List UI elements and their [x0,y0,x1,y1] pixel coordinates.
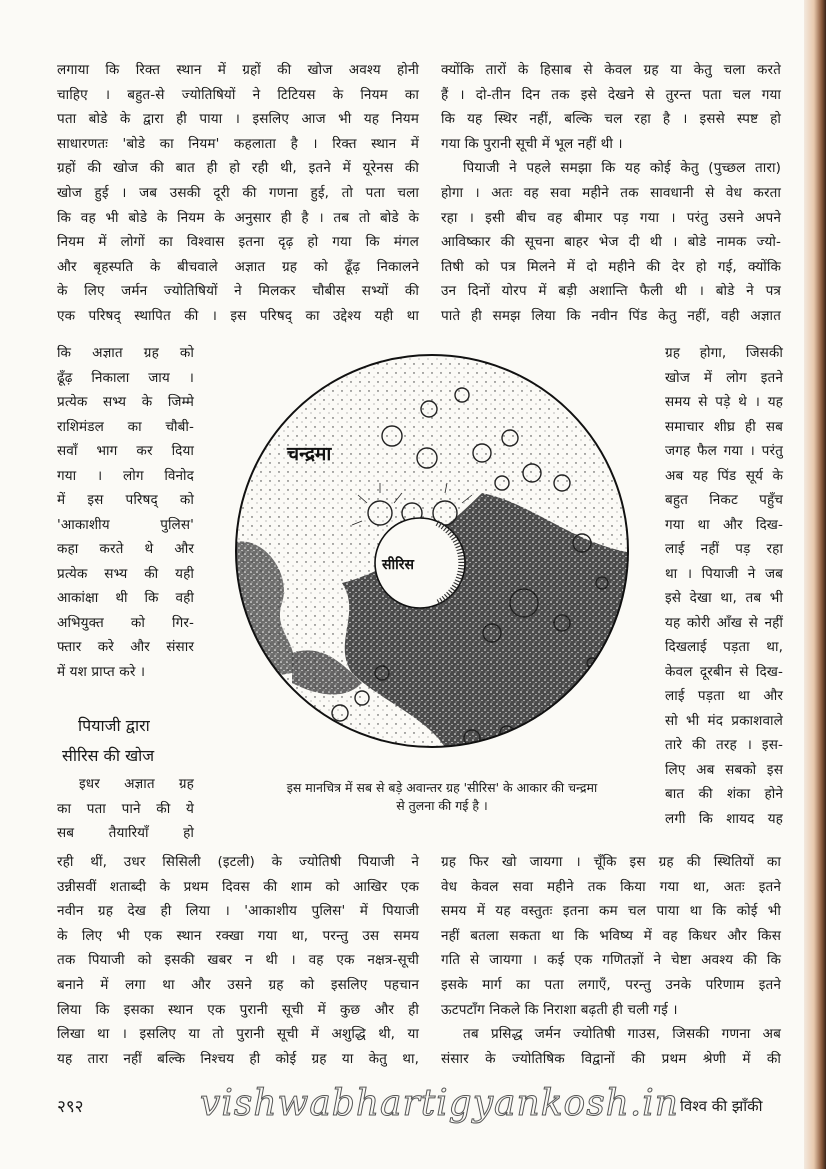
text-line: एक परिषद् स्थापित की । इस परिषद् का उद्देश्य यही था [57,308,419,324]
text-line: आविष्कार की सूचना बाहर भेज दी थी । बोडे नामक ज्यो- [441,234,781,251]
figure-caption-line-1: इस मानचित्र में सब से बड़े अवान्तर ग्रह 'सीरिस' के आकार की चन्द्रमा [286,780,598,795]
text-line: में इस परिषद् को [57,492,194,508]
text-line: इसके मार्ग का पता लगाएँ, परन्तु उनके परिणाम इतने [441,977,781,993]
text-line: कि अज्ञात ग्रह को [57,345,194,361]
text-line: ग्रह होगा, जिसकी [665,345,783,361]
text-line: लिया कि इसका स्थान एक पुरानी सूची में कुछ और ही [57,1001,419,1018]
text-line: फ्तार करे और संसार [57,639,194,655]
text-line: बनाने में लगा था और उसने ग्रह को इसलिए पहचान [57,977,419,993]
text-line: नियम में लोगों का विश्वास इतना दृढ़ हो गया कि मंगल [57,234,419,251]
text-line: कि वह भी बोडे के नियम के अनुसार ही है । तब तो बोडे के [57,209,419,226]
text-line: साधारणतः 'बोडे का नियम' कहलाता है । रिक्त स्थान में [57,135,419,152]
text-line: जगह फैल गया । परंतु [665,443,783,459]
text-line: लिए अब सबको इस [665,761,783,778]
text-line: इधर अज्ञात ग्रह [79,776,194,792]
text-line: में यश प्राप्त करे । [57,663,146,680]
figure-caption-line-2: से तुलना की गई है । [396,798,488,813]
text-line: यह कोरी आँख से नहीं [665,614,783,631]
text-line: प्रत्येक सभ्य के जिम्मे [57,394,194,410]
text-line: कहा करते थे और [57,541,194,557]
text-line: केवल दूरबीन से दिख- [665,663,783,680]
text-line: तारे की तरह । इस- [665,737,783,753]
text-line: सवाँ भाग कर दिया [57,443,194,459]
text-line: लिखा था । इसलिए या तो पुरानी सूची में अशुद्धि थी, या [57,1026,419,1043]
text-line: रहा । इसी बीच वह बीमार पड़ गया । परंतु उसने अपने [441,209,781,226]
text-line: सब तैयारियाँ हो [57,825,194,841]
text-line: समय से पड़े थे । यह [665,394,783,410]
text-line: कि यह स्थिर नहीं, बल्कि चल रहा है । इससे स्पष्ट हो [441,111,781,128]
text-line: खोज हुई । जब उसकी दूरी की गणना हुई, तो पता चला [57,185,419,201]
text-line: लगी कि शायद यह [665,810,783,827]
text-line: ग्रहों की खोज की बात ही हो रही थी, इतने में यूरेनस की [57,160,419,177]
moon-label: चन्द्रमा [287,443,332,465]
watermark: vishwabhartigyankosh.in [200,1083,679,1124]
book-spine-shadow [804,0,826,1169]
moon-ceres-illustration [232,343,632,763]
text-line: खोज में लोग इतने [665,369,783,386]
text-line: अब यह पिंड सूर्य के [665,467,783,484]
text-line: चाहिए । बहुत-से ज्योतिषियों ने टिटियस के नियम का [57,86,419,103]
text-line: यह तारा नहीं बल्कि निश्चय ही कोई ग्रह या केतु था, [57,1050,419,1067]
text-line: इसे देखा था, तब भी [665,590,783,606]
text-line: रही थीं, उधर सिसिली (इटली) के ज्योतिषी पियाजी ने [57,854,419,870]
text-line: गति से जायगा । कई एक गणितज्ञों ने चेष्टा अवश्य की कि [441,952,781,969]
text-line: अभियुक्त को गिर- [57,614,194,631]
text-line: उन दिनों योरप में बड़ी अशान्ति फैली थी । बोडे ने पत्र [441,283,781,300]
text-line: के लिए जर्मन ज्योतिषियों ने मिलकर चौबीस सभ्यों की [57,283,419,300]
text-line: लगाया कि रिक्त स्थान में ग्रहों की खोज अवश्य होनी [57,62,419,78]
text-line: नवीन ग्रह देख ही लिया । 'आकाशीय पुलिस' में पियाजी [57,903,419,920]
text-line: और बृहस्पति के बीचवाले अज्ञात ग्रह को ढूँढ़ निकालने [57,258,419,275]
text-line: पाते ही समझ लिया कि नवीन पिंड केतु नहीं, वही अज्ञात [441,308,781,324]
text-line: उन्नीसवीं शताब्दी के प्रथम दिवस की शाम को आखिर एक [57,878,419,895]
text-line: संसार के ज्योतिषिक विद्वानों की प्रथम श्रेणी में की [441,1050,781,1067]
text-line: दिखलाई पड़ता था, [665,639,783,655]
text-line: ढूँढ़ निकाला जाय । [57,369,194,386]
section-heading-line-1: पियाजी द्वारा [78,716,150,735]
text-line: बहुत निकट पहुँच [665,492,783,508]
ceres-label: सीरिस [382,557,414,573]
text-line: तक पियाजी को इसकी खबर न थी । वह एक नक्षत्र-सूची [57,952,419,969]
text-line: आकांक्षा थी कि वही [57,590,194,606]
text-line: के लिए भी एक स्थान रक्खा गया था, परन्तु उस समय [57,927,419,944]
text-line: क्योंकि तारों के हिसाब से केवल ग्रह या केतु चला करते [441,62,781,78]
text-line: ग्रह फिर खो जायगा । चूँकि इस ग्रह की स्थितियों का [441,854,781,870]
text-line: प्रत्येक सभ्य की यही [57,565,194,582]
section-heading-line-2: सीरिस की खोज [62,746,155,765]
text-line: वेध केवल सवा महीने तक किया गया था, अतः इतने [441,878,781,895]
text-line: समाचार शीघ्र ही सब [665,418,783,435]
text-line: ऊटपटाँग निकले कि निराशा बढ़ती ही चली गई । [441,1001,678,1018]
text-line: था । पियाजी ने जब [665,565,783,582]
text-line: लाई पड़ता था और [665,688,783,704]
page-number: २९२ [57,1097,84,1117]
text-line: पता बोडे के द्वारा ही पाया । इसलिए आज भी यह नियम [57,111,419,128]
text-line: होगा । अतः वह सवा महीने तक सावधानी से वेध करता [441,185,781,201]
text-line: 'आकाशीय पुलिस' [57,516,194,533]
text-line: सो भी मंद प्रकाशवाले [665,712,783,729]
text-line: हैं । दो-तीन दिन तक इसे देखने से तुरन्त पता चल गया [441,86,781,103]
text-line: लाई नहीं पड़ रहा [665,541,783,557]
text-line: का पता पाने की ये [57,800,194,817]
text-line: नहीं बतला सकता था कि भविष्य में वह किधर और किस [441,927,781,944]
text-line: राशिमंडल का चौबी- [57,418,194,435]
text-line: गया । लोग विनोद [57,467,194,484]
text-line: बात की शंका होने [665,786,783,802]
running-title: विश्व की झाँकी [680,1097,763,1115]
text-line: तिषी को पत्र मिलने में दो महीने की देर हो गई, क्योंकि [441,258,781,275]
text-line: समय में यह वस्तुतः इतना कम चल पाया था कि कोई भी [441,903,781,920]
text-line: गया कि पुरानी सूची में भूल नहीं थी । [441,135,623,152]
text-line: पियाजी ने पहले समझा कि यह कोई केतु (पुच्छल तारा) [463,160,781,177]
text-line: गया था और दिख- [665,516,783,533]
text-line: तब प्रसिद्ध जर्मन ज्योतिषी गाउस, जिसकी गणना अब [463,1026,781,1043]
